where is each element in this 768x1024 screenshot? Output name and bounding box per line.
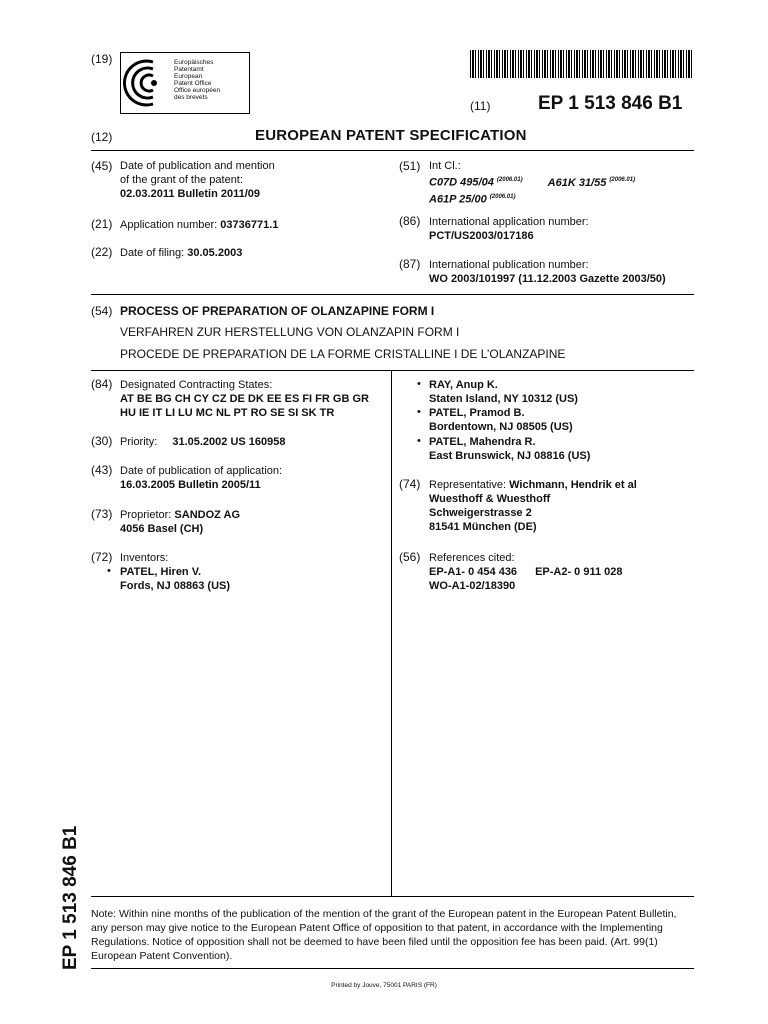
- code-73: (73): [91, 507, 113, 521]
- code-84: (84): [91, 377, 113, 391]
- printer-footer: Printed by Jouve, 75001 PARIS (FR): [331, 982, 437, 989]
- reference: EP-A2- 0 911 028: [535, 566, 623, 578]
- label: Priority:: [120, 436, 158, 448]
- divider: [91, 968, 694, 969]
- label: Designated Contracting States:: [120, 379, 273, 391]
- inventor: [120, 565, 230, 593]
- label: Inventors:: [120, 552, 169, 564]
- epo-logo: [120, 52, 250, 114]
- inventor: [429, 406, 573, 434]
- field-74: [429, 478, 637, 534]
- divider: [91, 896, 694, 897]
- value: SANDOZ AG: [174, 509, 241, 521]
- inventor-name: PATEL, Mahendra R.: [429, 436, 536, 448]
- code-45: (45): [91, 159, 113, 173]
- value: HU IE IT LI LU MC NL PT RO SE SI SK TR: [120, 407, 335, 419]
- class-version: (2006.01): [489, 193, 516, 200]
- value: Wichmann, Hendrik et al: [509, 479, 637, 491]
- class-version: (2006.01): [496, 177, 523, 183]
- field-21: [120, 218, 278, 232]
- label: References cited:: [429, 552, 515, 564]
- code-51: (51): [399, 159, 421, 173]
- value: 03736771.1: [220, 219, 279, 231]
- inventor: [429, 378, 578, 406]
- code-30: (30): [91, 434, 113, 448]
- field-56: [429, 551, 623, 593]
- inventor-name: RAY, Anup K.: [429, 379, 498, 391]
- label: Application number:: [120, 219, 218, 231]
- code-22: (22): [91, 245, 113, 259]
- inventor-address: Bordentown, NJ 08505 (US): [429, 421, 573, 433]
- label: Int Cl.:: [429, 160, 461, 172]
- value: 81541 München (DE): [429, 521, 537, 533]
- field-45: [120, 159, 275, 201]
- label: Proprietor:: [120, 509, 172, 521]
- label: International application number:: [429, 216, 589, 228]
- inventor-address: Fords, NJ 08863 (US): [120, 580, 231, 592]
- field-72: [120, 551, 168, 565]
- inventor-name: PATEL, Pramod B.: [429, 407, 525, 419]
- code-72: (72): [91, 550, 113, 564]
- inventor-address: Staten Island, NY 10312 (US): [429, 393, 578, 405]
- inventor-name: PATEL, Hiren V.: [120, 566, 202, 578]
- code-11: (11): [470, 99, 491, 113]
- column-divider: [391, 371, 392, 896]
- value: WO 2003/101997 (11.12.2003 Gazette 2003/50): [429, 273, 666, 285]
- divider: [91, 370, 694, 371]
- title-de: VERFAHREN ZUR HERSTELLUNG VON OLANZAPIN FORM I: [120, 325, 460, 339]
- reference: WO-A1-02/18390: [429, 580, 516, 592]
- field-73: [120, 508, 240, 536]
- value: 31.05.2002 US 160958: [172, 436, 286, 448]
- opposition-note: Note: Within nine months of the publication of the mention of the grant of the European patent in the European Patent Bulletin, any person may give notice to the European Patent Office of opposition to that patent, in accordance with the Implementing Regulations. Notice of opposition shall not be deemed to have been filed until the opposition fee has been paid. (Art. 99(1) European Patent Convention).: [91, 908, 677, 962]
- value: 02.03.2011 Bulletin 2011/09: [120, 188, 261, 200]
- office-line: Patent Office: [174, 80, 212, 87]
- barcode: [470, 50, 692, 78]
- bullet: •: [417, 435, 421, 447]
- office-line: European: [174, 73, 203, 80]
- office-name: [174, 59, 220, 101]
- bullet: •: [107, 565, 111, 577]
- code-74: (74): [399, 477, 421, 491]
- inventor-address: East Brunswick, NJ 08816 (US): [429, 450, 591, 462]
- value: 16.03.2005 Bulletin 2005/11: [120, 479, 261, 491]
- code-12: (12): [91, 130, 113, 144]
- divider: [91, 150, 694, 151]
- office-line: Office européen: [174, 87, 221, 94]
- bullet: •: [417, 406, 421, 418]
- inventor: [429, 435, 590, 463]
- code-86: (86): [399, 214, 421, 228]
- value: Schweigerstrasse 2: [429, 507, 532, 519]
- value: Wuesthoff & Wuesthoff: [429, 493, 551, 505]
- field-86: [429, 215, 589, 243]
- code-54: (54): [91, 304, 113, 318]
- field-43: [120, 464, 282, 492]
- label: Date of publication of application:: [120, 465, 283, 477]
- side-publication-number: EP 1 513 846 B1: [60, 825, 81, 970]
- title-en: PROCESS OF PREPARATION OF OLANZAPINE FORM I: [120, 304, 435, 318]
- document-title: EUROPEAN PATENT SPECIFICATION: [255, 127, 527, 144]
- bullet: •: [417, 378, 421, 390]
- value: 30.05.2003: [187, 247, 243, 259]
- value: 4056 Basel (CH): [120, 523, 204, 535]
- label: of the grant of the patent:: [120, 174, 243, 186]
- office-line: des brevets: [174, 94, 208, 101]
- class-version: (2006.01): [609, 177, 636, 183]
- field-30: [120, 435, 286, 449]
- title-fr: PROCEDE DE PREPARATION DE LA FORME CRISTALLINE I DE L’OLANZAPINE: [120, 347, 566, 361]
- field-87: [429, 258, 666, 286]
- reference: EP-A1- 0 454 436: [429, 566, 518, 578]
- label: International publication number:: [429, 259, 589, 271]
- epo-emblem-icon: [123, 54, 173, 112]
- label: Date of filing:: [120, 247, 185, 259]
- code-21: (21): [91, 217, 113, 231]
- office-line: Europäisches: [174, 59, 214, 66]
- code-87: (87): [399, 257, 421, 271]
- code-43: (43): [91, 463, 113, 477]
- field-84: [120, 378, 369, 420]
- field-22: [120, 246, 242, 260]
- label: Representative:: [429, 479, 507, 491]
- class-code: A61P 25/00: [429, 193, 487, 206]
- class-code: C07D 495/04: [429, 176, 494, 189]
- value: PCT/US2003/017186: [429, 230, 534, 242]
- field-51: [429, 159, 635, 206]
- divider: [91, 294, 694, 295]
- label: Date of publication and mention: [120, 160, 275, 172]
- office-line: Patentamt: [174, 66, 204, 73]
- class-code: A61K 31/55: [547, 176, 607, 189]
- publication-number: EP 1 513 846 B1: [538, 93, 683, 114]
- code-56: (56): [399, 550, 421, 564]
- code-19: (19): [91, 52, 113, 66]
- value: AT BE BG CH CY CZ DE DK EE ES FI FR GB GR: [120, 393, 369, 405]
